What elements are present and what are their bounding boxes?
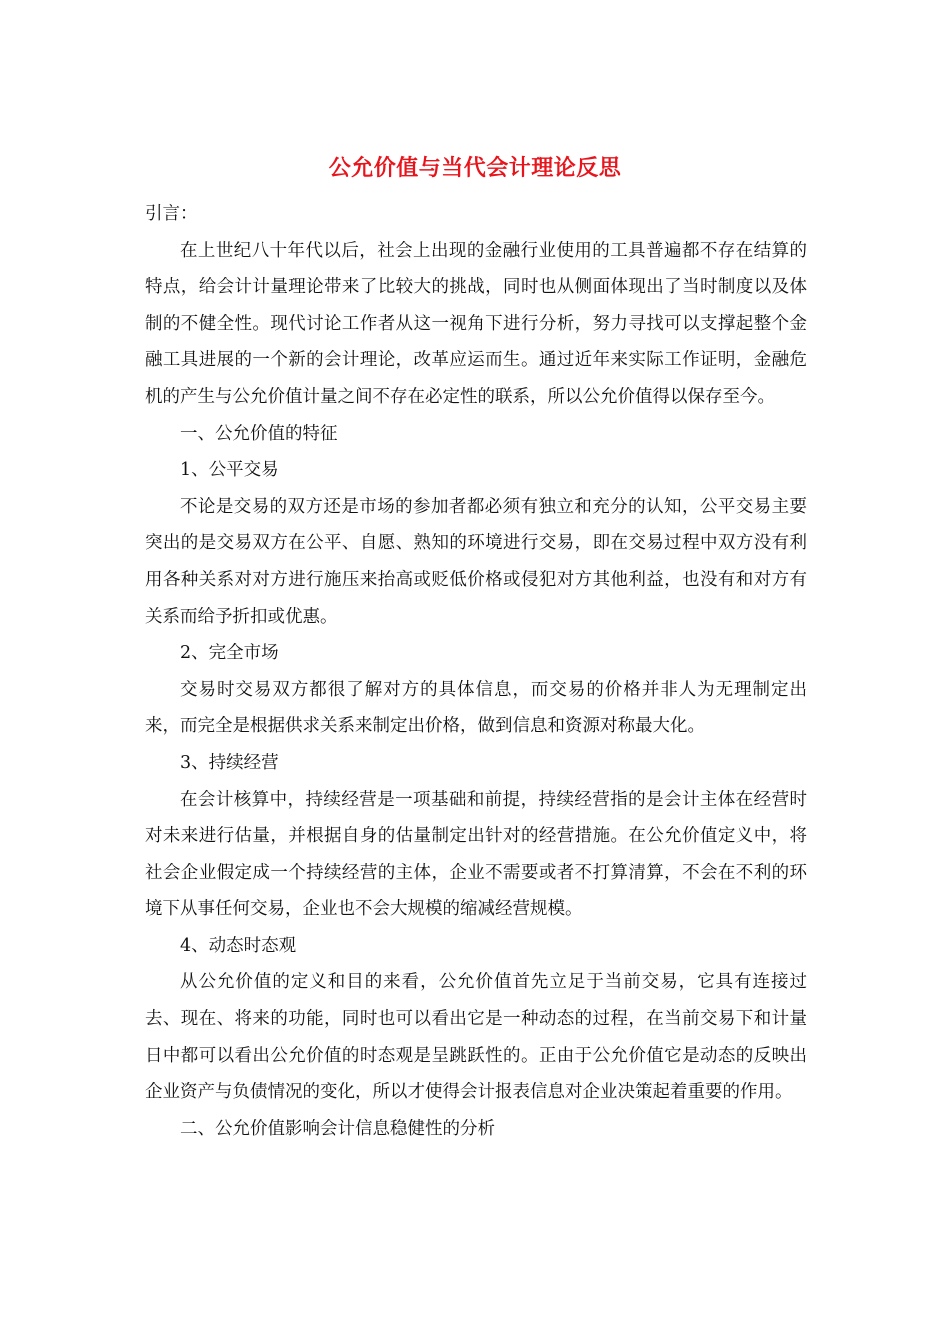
- section-heading-2: 二、公允价值影响会计信息稳健性的分析: [180, 1118, 495, 1139]
- subheading-complete-market: 2、完全市场: [180, 643, 279, 664]
- paragraph-going-concern: 在会计核算中，持续经营是一项基础和前提，持续经营指的是会计主体在经营时对未来进行估量，并根据自身的估量制定出针对的经营措施。在公允价值定义中，将社会企业假定成一个持续经营的主体，企业不需要或者不打算清算，不会在不利的环境下从事任何交易，企业也不会大规模的缩减经营规模。: [145, 789, 807, 920]
- intro-paragraph: 在上世纪八十年代以后，社会上出现的金融行业使用的工具普遍都不存在结算的特点，给会计计量理论带来了比较大的挑战，同时也从侧面体现出了当时制度以及体制的不健全性。现代讨论工作者从这一视角下进行分析，努力寻找可以支撑起整个金融工具进展的一个新的会计理论，改革应运而生。通过近年来实际工作证明，金融危机的产生与公允价值计量之间不存在必定性的联系，所以公允价值得以保存至今。: [145, 240, 807, 407]
- paragraph-dynamic-view: 从公允价值的定义和目的来看，公允价值首先立足于当前交易，它具有连接过去、现在、将来的功能，同时也可以看出它是一种动态的过程，在当前交易下和计量日中都可以看出公允价值的时态观是呈跳跃性的。正由于公允价值它是动态的反映出企业资产与负债情况的变化，所以才使得会计报表信息对企业决策起着重要的作用。: [145, 972, 807, 1103]
- document-title: 公允价值与当代会计理论反思: [328, 155, 622, 181]
- subheading-going-concern: 3、持续经营: [180, 752, 279, 773]
- document-body: [145, 196, 807, 1147]
- section-heading-1: 一、公允价值的特征: [180, 423, 338, 444]
- subheading-fair-trade: 1、公平交易: [180, 460, 279, 481]
- subheading-dynamic-view: 4、动态时态观: [180, 935, 297, 956]
- intro-label: 引言：: [145, 204, 198, 224]
- paragraph-complete-market: 交易时交易双方都很了解对方的具体信息，而交易的价格并非人为无理制定出来，而完全是根据供求关系来制定出价格，做到信息和资源对称最大化。: [145, 679, 807, 737]
- paragraph-fair-trade: 不论是交易的双方还是市场的参加者都必须有独立和充分的认知，公平交易主要突出的是交易双方在公平、自愿、熟知的环境进行交易，即在交易过程中双方没有利用各种关系对对方进行施压来抬高或贬低价格或侵犯对方其他利益，也没有和对方有关系而给予折扣或优惠。: [145, 496, 807, 627]
